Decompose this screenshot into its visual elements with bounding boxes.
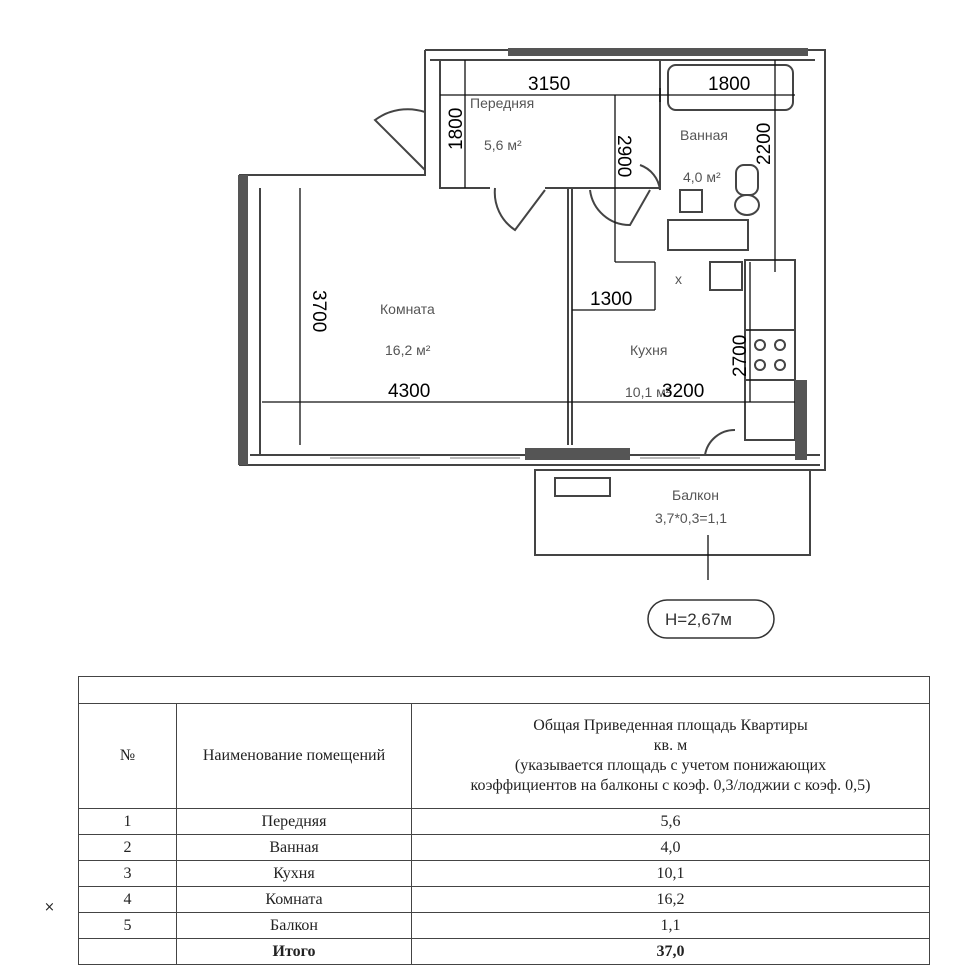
- header-area-line4: коэффициентов на балконы с коэф. 0,3/лоджии с коэф. 0,5): [470, 777, 871, 794]
- dim-hall-depth: 1800: [446, 107, 467, 150]
- header-area: [412, 704, 930, 809]
- table-blank-row: [79, 677, 930, 704]
- dim-room-depth: 3700: [308, 290, 329, 333]
- dim-corridor-depth: 2900: [613, 135, 634, 178]
- bath-area: 4,0 м²: [683, 169, 721, 185]
- row-name: Балкон: [177, 913, 412, 939]
- room-area: 16,2 м²: [385, 342, 431, 358]
- area-table: [78, 676, 930, 965]
- hall-area: 5,6 м²: [484, 137, 522, 153]
- table-row: [79, 913, 930, 939]
- balcony-name: Балкон: [672, 487, 719, 503]
- row-name: Передняя: [177, 809, 412, 835]
- kitchen-name: Кухня: [630, 342, 668, 358]
- total-num: [79, 939, 177, 965]
- area-table-wrapper: [78, 676, 930, 965]
- balcony-area: 3,7*0,3=1,1: [655, 510, 728, 526]
- dim-bath-depth: 2200: [754, 122, 775, 165]
- table-total-row: [79, 939, 930, 965]
- dim-kitchen-width: 3200: [662, 381, 705, 402]
- row-area: 5,6: [412, 809, 930, 835]
- room-name: Комната: [380, 301, 435, 317]
- header-area-line3: (указывается площадь с учетом понижающих: [514, 757, 827, 774]
- dim-bath-width: 1800: [708, 74, 751, 95]
- table-row: [79, 809, 930, 835]
- row-num: 4: [79, 887, 177, 913]
- row-area: 16,2: [412, 887, 930, 913]
- header-num: №: [79, 704, 177, 809]
- row-name: Кухня: [177, 861, 412, 887]
- height-label: H=2,67м: [665, 610, 732, 629]
- table-row: [79, 835, 930, 861]
- table-header-row: [79, 704, 930, 809]
- dim-kitchen-depth: 2700: [730, 334, 751, 377]
- row-num: 3: [79, 861, 177, 887]
- dim-hall-width: 3150: [528, 74, 571, 95]
- row-area: 4,0: [412, 835, 930, 861]
- row-area: 10,1: [412, 861, 930, 887]
- row-num: 5: [79, 913, 177, 939]
- bath-name: Ванная: [680, 127, 728, 143]
- row-name: Комната: [177, 887, 412, 913]
- margin-mark: ×: [44, 900, 55, 915]
- kitchen-area: 10,1 м²: [625, 384, 671, 400]
- table-row: [79, 887, 930, 913]
- total-area: 37,0: [412, 939, 930, 965]
- row-name: Ванная: [177, 835, 412, 861]
- hall-name: Передняя: [470, 95, 535, 111]
- table-row: [79, 861, 930, 887]
- header-name: Наименование помещений: [177, 704, 412, 809]
- kitchen-mark: x: [675, 271, 682, 287]
- row-area: 1,1: [412, 913, 930, 939]
- dim-room-width: 4300: [388, 381, 431, 402]
- row-num: 1: [79, 809, 177, 835]
- header-area-line2: кв. м: [653, 737, 688, 754]
- header-area-line1: Общая Приведенная площадь Квартиры: [533, 717, 808, 734]
- row-num: 2: [79, 835, 177, 861]
- total-name: Итого: [177, 939, 412, 965]
- dim-kitchen-notch: 1300: [590, 289, 633, 310]
